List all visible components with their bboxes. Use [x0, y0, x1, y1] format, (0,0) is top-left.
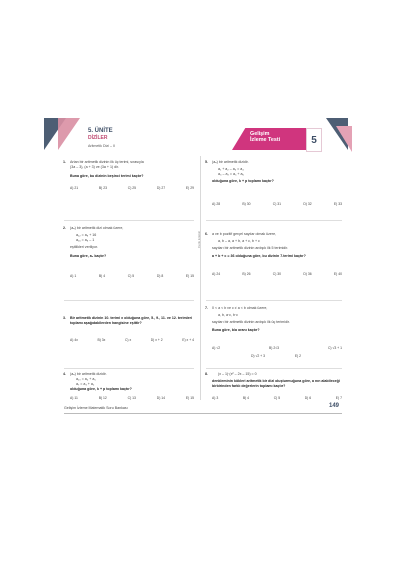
answer-options — [212, 272, 342, 276]
test-number: 5 — [306, 128, 322, 152]
question-number: 2. — [63, 226, 66, 230]
option-e[interactable]: E) 29 — [185, 186, 194, 190]
question-equation: a, b – a, a + b, a + c, b + c — [218, 239, 260, 243]
option-a[interactable]: A) 1 — [70, 274, 77, 278]
question-prompt: denkleminin kökleri aritmetik bir dizi oluşturmuğuna göre, a nın alabileceği birbirinden farklı değerlerin toplamı kaçtır? — [212, 379, 340, 388]
question-3 — [63, 316, 194, 326]
question-6 — [205, 232, 342, 259]
unit-title: 5. ÜNİTE — [88, 128, 113, 134]
answer-options — [70, 274, 194, 278]
row-separator — [206, 300, 342, 301]
test-title-line1: Gelişim — [250, 131, 270, 137]
question-equation: a₃ – a₂ = a₅ + a₆ — [218, 172, 244, 176]
option-c[interactable]: C) 13 — [127, 396, 136, 400]
subtopic-title: Aritmetik Dizi – II — [88, 144, 115, 148]
question-number: 7. — [205, 306, 208, 310]
question-equation: a₇ = a₃ + a₂ — [76, 382, 95, 386]
question-number: 3. — [63, 316, 66, 320]
unit-block — [88, 128, 208, 141]
option-a[interactable]: A) 21 — [70, 186, 79, 190]
question-2 — [63, 226, 194, 259]
question-number: 6. — [205, 232, 208, 236]
option-b[interactable]: B) 3x — [97, 338, 106, 342]
option-a[interactable]: A) 3 — [212, 396, 219, 400]
option-e[interactable]: E) 15 — [185, 274, 194, 278]
question-number: 4. — [63, 372, 66, 376]
question-line: eşitlikleri veriliyor. — [70, 245, 98, 249]
column-divider — [200, 156, 201, 400]
question-line: (aₙ) bir aritmetik dizidir. — [70, 372, 107, 376]
row-separator — [206, 220, 342, 221]
option-d[interactable]: D) 8 — [156, 274, 164, 278]
question-line: 0 < a < b ve c ≠ a < b olmak üzere, — [212, 306, 268, 310]
header-decoration-left-accent — [58, 118, 80, 150]
question-line: sayıları bir aritmetik dizinin ardışık ilk üç terimidir. — [212, 320, 290, 324]
option-d[interactable]: D) 27 — [156, 186, 166, 190]
question-4 — [63, 372, 194, 392]
option-e[interactable]: E) x + 4 — [182, 338, 194, 342]
question-prompt: Buna göre, bu dizinin beşinci terimi kaçtır? — [70, 174, 144, 178]
question-number: 1. — [63, 160, 66, 164]
question-number: 5. — [205, 160, 208, 164]
question-1 — [63, 160, 194, 179]
option-d[interactable]: D) 32 — [303, 202, 312, 206]
question-7 — [205, 306, 342, 333]
option-b[interactable]: B) 12 — [98, 396, 107, 400]
option-c[interactable]: C) 30 — [272, 272, 282, 276]
unit-subtitle: DİZİLER — [88, 135, 108, 141]
answer-options — [212, 396, 342, 400]
question-equation: a, b, a·c, b·c — [218, 313, 238, 317]
question-equation: a₁₀ = a₄ + a₅ — [76, 377, 96, 381]
option-d[interactable]: D) x + 2 — [150, 338, 163, 342]
option-d[interactable]: D) 36 — [303, 272, 312, 276]
question-line: (aₙ) bir aritmetik dizi olmak üzere, — [70, 226, 124, 230]
question-line: (aₙ) bir aritmetik dizidir. — [212, 160, 249, 164]
option-b[interactable]: B) 30 — [242, 202, 251, 206]
question-line: Artan bir aritmetik dizinin ilk üç terimi, sırasıyla — [70, 160, 144, 164]
option-e[interactable]: E) 7 — [335, 396, 342, 400]
option-c[interactable]: C) x — [124, 338, 132, 342]
answer-options — [70, 338, 194, 342]
option-a[interactable]: A) 28 — [212, 202, 221, 206]
row-separator — [64, 220, 194, 221]
option-b[interactable]: B) 4 — [98, 274, 106, 278]
question-equation: a₁₆ = a₈ – 1 — [76, 238, 95, 242]
option-b[interactable]: B) 2√3 — [269, 346, 280, 350]
option-a[interactable]: A) 11 — [70, 396, 78, 400]
option-c[interactable]: C) 5 — [127, 274, 135, 278]
question-equation: (x – 1)·(x² – 2x – 15) = 0 — [218, 372, 257, 376]
answer-options-row1 — [212, 346, 342, 350]
answer-options — [212, 202, 342, 206]
question-equation: a₁ + a₂ – a₃ = a₄ — [218, 167, 244, 171]
option-b[interactable]: B) 26 — [242, 272, 251, 276]
header-decoration-right-accent — [336, 126, 352, 152]
question-line: a ve b pozitif gerçel sayılar olmak üzere, — [212, 232, 277, 236]
row-separator — [64, 368, 194, 369]
option-b[interactable]: B) 4 — [242, 396, 250, 400]
answer-options — [70, 396, 194, 400]
question-prompt: Buna göre, a₂ kaçtır? — [70, 254, 107, 258]
option-b[interactable]: B) 23 — [98, 186, 107, 190]
question-prompt: olduğuna göre, k + p toplamı kaçtır? — [70, 387, 132, 391]
option-c[interactable]: C) √3 + 1 — [327, 346, 342, 350]
question-number: 8. — [205, 372, 208, 376]
option-c[interactable]: C) 31 — [272, 202, 282, 206]
row-separator — [64, 300, 194, 301]
option-e[interactable]: E) 33 — [333, 202, 342, 206]
option-d[interactable]: D) √2 + 3 — [250, 354, 265, 358]
question-line: sayıları bir aritmetik dizinin ardışık ilk 5 terimidir. — [212, 246, 289, 250]
book-title: Gelişim İzleme Matematik Soru Bankası — [64, 406, 128, 410]
option-e[interactable]: E) 2 — [294, 354, 302, 358]
footer-divider — [64, 413, 342, 414]
option-a[interactable]: A) 24 — [212, 272, 221, 276]
question-prompt: olduğuna göre, k + p toplamı kaçtır? — [212, 179, 274, 183]
question-8 — [205, 372, 342, 389]
question-prompt: Buna göre, b/a oranı kaçtır? — [212, 328, 260, 332]
option-c[interactable]: C) 25 — [127, 186, 137, 190]
question-prompt: Bir aritmetik dizinin 10. terimi x olduğuna göre, 5., 9., 11. ve 12. terimleri toplamı aşağıdakilerden hangisine eşittir? — [70, 316, 193, 325]
row-separator — [206, 368, 342, 369]
answer-options — [70, 186, 194, 190]
answer-options-row2 — [236, 354, 316, 358]
question-5 — [205, 160, 342, 184]
question-prompt: a + b + c = 36 olduğuna göre, bu dizinin 7.terimi kaçtır? — [212, 254, 306, 258]
option-a[interactable]: A) 4x — [70, 338, 78, 342]
test-title — [250, 131, 304, 144]
question-equation: a₁₂ = a₈ + 16 — [76, 233, 97, 237]
option-c[interactable]: C) 5 — [273, 396, 281, 400]
side-credit: Cenk Ertekin — [197, 230, 201, 248]
option-e[interactable]: E) 40 — [333, 272, 342, 276]
question-line: (3a – 3), (a + 3) ve (3a + 1) dir. — [70, 165, 119, 169]
option-d[interactable]: D) 14 — [156, 396, 166, 400]
option-e[interactable]: E) 15 — [185, 396, 194, 400]
option-d[interactable]: D) 6 — [304, 396, 312, 400]
test-title-line2: İzleme Testi — [250, 137, 281, 144]
option-a[interactable]: A) √2 — [212, 346, 221, 350]
page-number: 149 — [329, 403, 340, 409]
